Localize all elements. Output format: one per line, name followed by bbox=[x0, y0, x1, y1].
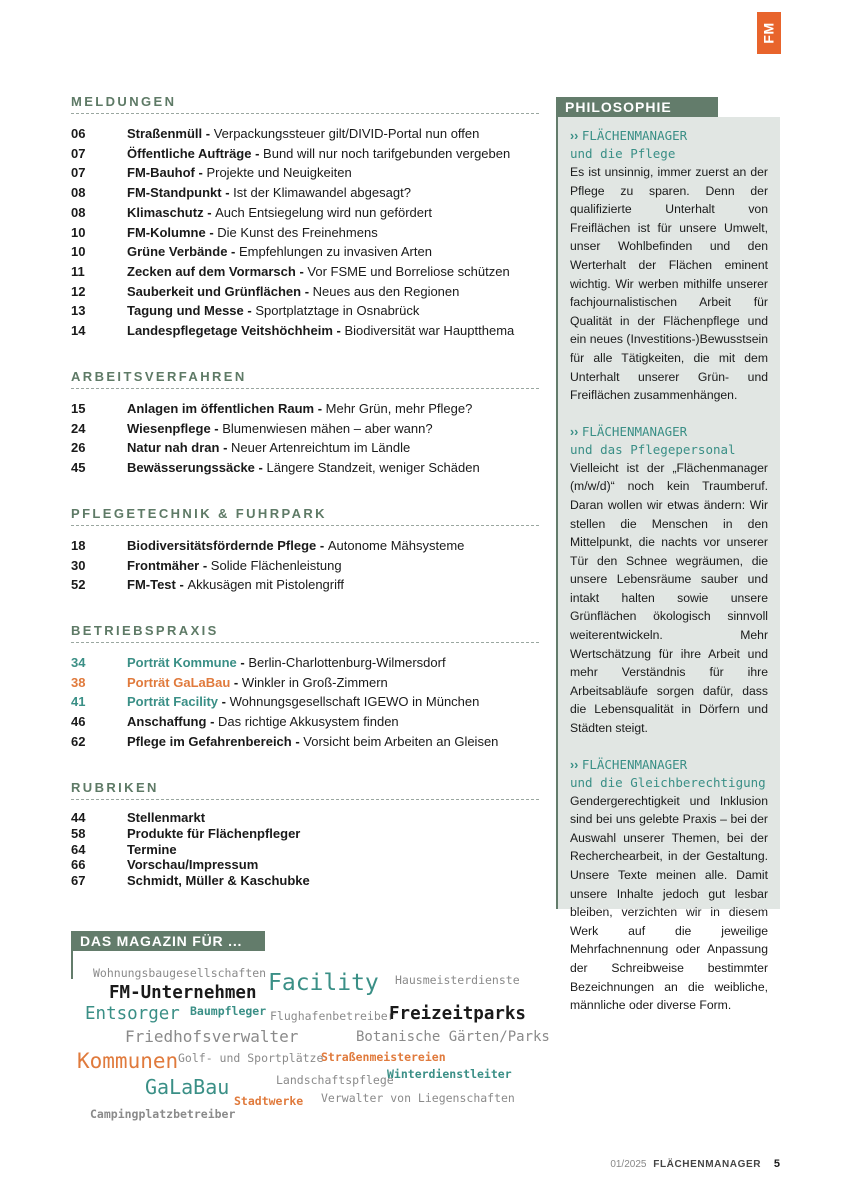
toc-separator: - bbox=[301, 283, 313, 299]
toc-entry-title: Öffentliche Aufträge bbox=[127, 145, 252, 161]
toc-entry-description: Solide Flächenleistung bbox=[210, 557, 342, 573]
toc-page-number: 30 bbox=[71, 557, 86, 573]
toc-entry-title: Porträt Kommune bbox=[127, 655, 237, 670]
target-group-word: Friedhofsverwalter bbox=[125, 1027, 299, 1046]
target-group-word: Verwalter von Liegenschaften bbox=[321, 1091, 515, 1105]
toc-entry-title: Landespflegetage Veitshöchheim bbox=[127, 323, 333, 339]
toc-entry-title: Straßenmüll bbox=[127, 126, 203, 141]
toc-entry-description: Neues aus den Regionen bbox=[312, 283, 460, 299]
philosophy-block-text: Vielleicht ist der „Flächenmanager (m/w/d)“ noch kein Traumberuf. Daran wollen wir etwas ändern: Wir stellen die Menschen in den Mittelpunkt, die nachts vor unserer Tür den Schnee wegräumen, die unsere Lebensräume sauber und intakt halten sowie unsere Grünflächen ökologisch sinnvoll weiterentwickeln. Mehr Wertschätzung für ihre Arbeit und mehr Verständnis für ihre Arbeitsabläufe sorgen dafür, dass die Lebensqualität in Dörfern und Städten steigt. bbox=[570, 460, 768, 736]
toc-entry-text bbox=[127, 262, 510, 282]
toc-entry-title: Anschaffung bbox=[127, 714, 207, 730]
toc-entry-text bbox=[127, 282, 459, 302]
toc-entry bbox=[71, 857, 539, 873]
toc-entry-title: Zecken auf dem Vormarsch bbox=[127, 263, 296, 279]
toc-entry bbox=[71, 321, 539, 341]
philosophy-title-line2: und das Pflegepersonal bbox=[570, 441, 736, 457]
toc-page-number: 52 bbox=[71, 577, 86, 593]
logo-tab bbox=[757, 12, 781, 54]
section-heading: RUBRIKEN bbox=[71, 780, 539, 800]
toc-separator: - bbox=[295, 263, 308, 279]
toc-entry-description: Winkler in Groß-Zimmern bbox=[241, 674, 388, 690]
toc-entry bbox=[71, 842, 539, 858]
toc-entry-text bbox=[127, 692, 479, 712]
toc-separator: - bbox=[227, 244, 239, 260]
toc-entry-text bbox=[127, 673, 388, 693]
toc-page-number: 18 bbox=[71, 538, 86, 553]
toc-page-number: 10 bbox=[71, 224, 86, 240]
target-group-word: Kommunen bbox=[77, 1049, 179, 1073]
toc-page-number: 64 bbox=[71, 841, 86, 857]
toc-entry-text bbox=[127, 203, 432, 223]
target-group-word: Botanische Gärten/Parks bbox=[356, 1029, 550, 1045]
philosophy-block bbox=[570, 127, 768, 405]
toc-entry-title: Schmidt, Müller & Kaschubke bbox=[127, 873, 310, 889]
toc-entry bbox=[71, 262, 539, 282]
toc-entry bbox=[71, 692, 539, 712]
philosophy-title-line1: FLÄCHENMANAGER bbox=[581, 756, 688, 772]
toc-entry-description: Die Kunst des Freinehmens bbox=[217, 224, 378, 240]
page-number: 5 bbox=[773, 1158, 780, 1170]
target-group-word: Golf- und Sportplätze bbox=[178, 1051, 324, 1065]
toc-entry-title: Pflege im Gefahrenbereich bbox=[127, 733, 292, 749]
philosophy-block-title bbox=[570, 127, 768, 163]
toc-page-number: 14 bbox=[71, 323, 86, 339]
magazine-heading: DAS MAGAZIN FÜR ... bbox=[71, 931, 265, 951]
toc-page-number: 26 bbox=[71, 440, 86, 456]
philosophy-block-title bbox=[570, 423, 768, 459]
toc-entry-text bbox=[127, 826, 300, 842]
toc-page-number: 62 bbox=[71, 733, 86, 749]
philosophy-title-line2: und die Gleichberechtigung bbox=[570, 774, 766, 790]
toc-entry-title: FM-Standpunkt bbox=[127, 185, 222, 201]
toc-separator: - bbox=[203, 204, 216, 220]
toc-entry bbox=[71, 873, 539, 889]
toc-page-number: 08 bbox=[71, 204, 86, 220]
toc-entry-title: FM-Kolumne bbox=[127, 224, 206, 240]
toc-page-number: 07 bbox=[71, 165, 86, 181]
toc-entry-title: Frontmäher bbox=[127, 557, 200, 573]
toc-entry-title: Wiesenpflege bbox=[127, 420, 211, 436]
philosophy-sidebar bbox=[556, 97, 780, 1013]
target-group-word: Entsorger bbox=[85, 1004, 180, 1024]
toc-entry bbox=[71, 732, 539, 752]
target-group-word: Facility bbox=[268, 970, 379, 996]
toc-separator: - bbox=[219, 440, 232, 456]
toc-entry-title: Anlagen im öffentlichen Raum bbox=[127, 401, 315, 416]
toc-entry-title: Termine bbox=[127, 841, 177, 857]
toc-entry-title: Stellenmarkt bbox=[127, 810, 206, 825]
toc-section bbox=[71, 369, 539, 478]
toc-section bbox=[71, 623, 539, 752]
target-group-word: Campingplatzbetreiber bbox=[90, 1107, 236, 1121]
target-group-word: Freizeitparks bbox=[389, 1004, 526, 1024]
toc-page-number: 66 bbox=[71, 857, 86, 873]
toc-page-number: 46 bbox=[71, 714, 86, 730]
toc-entry bbox=[71, 301, 539, 321]
toc-separator: - bbox=[218, 694, 230, 710]
double-chevron-icon: ›› bbox=[570, 757, 582, 772]
toc-entry-text bbox=[127, 536, 464, 556]
toc-entry bbox=[71, 124, 539, 144]
double-chevron-icon: ›› bbox=[570, 424, 582, 439]
philosophy-block bbox=[570, 756, 768, 1015]
toc-entry-description: Akkusägen mit Pistolengriff bbox=[187, 577, 344, 593]
target-group-word: Baumpfleger bbox=[190, 1004, 267, 1018]
target-group-word: FM-Unternehmen bbox=[109, 983, 257, 1003]
toc-entry-text bbox=[127, 242, 432, 262]
toc-page-number: 07 bbox=[71, 145, 86, 161]
philosophy-title-line1: FLÄCHENMANAGER bbox=[581, 423, 688, 439]
toc-page-number: 11 bbox=[71, 263, 85, 279]
toc-separator: - bbox=[210, 420, 223, 436]
toc-entry bbox=[71, 556, 539, 576]
toc-entry bbox=[71, 419, 539, 439]
toc-separator: - bbox=[254, 460, 267, 476]
toc-entry-title: FM-Bauhof bbox=[127, 165, 195, 181]
toc-entry-description: Berlin-Charlottenburg-Wilmersdorf bbox=[248, 655, 446, 670]
toc-page-number: 41 bbox=[71, 694, 86, 710]
toc-entry-text bbox=[127, 438, 410, 458]
toc-entry bbox=[71, 536, 539, 556]
toc-entry bbox=[71, 144, 539, 164]
toc-page-number: 58 bbox=[71, 825, 86, 841]
toc-entry-text bbox=[127, 842, 177, 858]
toc-page-number: 06 bbox=[71, 126, 86, 141]
philosophy-block bbox=[570, 423, 768, 738]
toc-page-number: 67 bbox=[71, 873, 86, 889]
toc-section bbox=[71, 94, 539, 341]
toc-separator: - bbox=[202, 126, 214, 141]
philosophy-title-line2: und die Pflege bbox=[570, 146, 676, 161]
toc-page-number: 34 bbox=[71, 655, 86, 670]
toc-separator: - bbox=[332, 323, 345, 339]
toc-entry-title: Produkte für Flächenpfleger bbox=[127, 825, 301, 841]
toc-entry bbox=[71, 399, 539, 419]
toc-separator: - bbox=[236, 655, 249, 670]
toc-page-number: 45 bbox=[71, 460, 86, 476]
double-chevron-icon: ›› bbox=[570, 129, 582, 143]
toc-entry-text bbox=[127, 163, 352, 183]
toc-entry bbox=[71, 242, 539, 262]
toc-entry bbox=[71, 183, 539, 203]
toc-separator: - bbox=[314, 401, 326, 416]
toc-entry-title: FM-Test bbox=[127, 577, 176, 593]
toc-section bbox=[71, 506, 539, 595]
toc-entry-title: Vorschau/Impressum bbox=[127, 857, 259, 873]
toc-entry-text bbox=[127, 144, 510, 164]
toc-entry-title: Klimaschutz bbox=[127, 204, 204, 220]
toc-entry-description: Auch Entsiegelung wird nun gefördert bbox=[215, 204, 432, 220]
toc-entry-text bbox=[127, 732, 498, 752]
toc-entry-description: Neuer Artenreichtum im Ländle bbox=[231, 440, 411, 456]
toc-entry-title: Porträt Facility bbox=[127, 694, 219, 710]
target-group-word: Landschaftspflege bbox=[276, 1073, 394, 1087]
toc-entry bbox=[71, 673, 539, 693]
page-footer bbox=[610, 1158, 780, 1170]
toc-entry-description: Empfehlungen zu invasiven Arten bbox=[238, 244, 432, 260]
toc-entry-text bbox=[127, 556, 342, 576]
toc-entry bbox=[71, 575, 539, 595]
footer-issue: 01/2025 bbox=[610, 1159, 647, 1170]
toc-entry-description: Biodiversität war Hauptthema bbox=[344, 323, 515, 339]
philosophy-box bbox=[556, 117, 780, 1013]
toc-entry-description: Blumenwiesen mähen – aber wann? bbox=[222, 420, 433, 436]
toc-separator: - bbox=[316, 538, 328, 553]
toc-separator: - bbox=[291, 733, 304, 749]
toc-entry-text bbox=[127, 321, 514, 341]
toc-entry-description: Wohnungsgesellschaft IGEWO in München bbox=[229, 694, 480, 710]
footer-brand: FLÄCHENMANAGER bbox=[653, 1159, 762, 1170]
toc-entry-title: Biodiversitätsfördernde Pflege bbox=[127, 538, 317, 553]
toc-entry bbox=[71, 203, 539, 223]
toc-separator: - bbox=[206, 714, 219, 730]
toc-entry-text bbox=[127, 124, 479, 144]
target-group-word: Wohnungsbaugesellschaften bbox=[93, 966, 267, 980]
toc-page-number: 15 bbox=[71, 401, 86, 416]
toc-separator: - bbox=[251, 145, 264, 161]
toc-entry bbox=[71, 223, 539, 243]
toc-entry-description: Bund will nur noch tarifgebunden vergeben bbox=[263, 145, 511, 161]
toc-page-number: 24 bbox=[71, 420, 86, 436]
toc-entry-text bbox=[127, 857, 258, 873]
toc-entry-description: Vor FSME und Borreliose schützen bbox=[307, 263, 510, 279]
target-group-word: Winterdienstleiter bbox=[387, 1067, 512, 1081]
toc-entry-text bbox=[127, 712, 399, 732]
toc-entry-text bbox=[127, 183, 411, 203]
toc-page-number: 38 bbox=[71, 674, 86, 690]
toc-page-number: 13 bbox=[71, 303, 86, 319]
section-heading: MELDUNGEN bbox=[71, 94, 539, 114]
toc-entry-description: Sportplatztage in Osnabrück bbox=[255, 303, 420, 319]
toc-entry-description: Vorsicht beim Arbeiten an Gleisen bbox=[303, 733, 499, 749]
toc-entry-description: Mehr Grün, mehr Pflege? bbox=[325, 401, 473, 416]
toc-entry-text bbox=[127, 399, 472, 419]
toc-separator: - bbox=[230, 674, 242, 690]
magazine-word-cloud bbox=[71, 931, 550, 1126]
toc-page-number: 10 bbox=[71, 244, 86, 260]
target-group-word: Flughafenbetreiber bbox=[270, 1009, 395, 1023]
toc-separator: - bbox=[221, 185, 234, 201]
toc-entry-text bbox=[127, 458, 480, 478]
toc-section bbox=[71, 780, 539, 889]
toc-entry-text bbox=[127, 653, 446, 673]
toc-entry-description: Das richtige Akkusystem finden bbox=[218, 714, 399, 730]
toc-separator: - bbox=[194, 165, 207, 181]
toc-entry bbox=[71, 282, 539, 302]
toc-page-number: 12 bbox=[71, 283, 86, 299]
toc-entry-text bbox=[127, 810, 205, 826]
target-group-word: Straßenmeistereien bbox=[321, 1050, 446, 1064]
target-group-word: Hausmeisterdienste bbox=[395, 973, 520, 987]
philosophy-block-title bbox=[570, 756, 768, 792]
toc-entry-title: Tagung und Messe bbox=[127, 303, 244, 319]
logo-tab-text: FM bbox=[761, 22, 777, 44]
toc-entry-description: Verpackungssteuer gilt/DIVID-Portal nun offen bbox=[213, 126, 480, 141]
philosophy-block-text: Es ist unsinnig, immer zuerst an der Pflege zu sparen. Denn der qualifizierte Unterhalt von Freiflächen ist für unsere Umwelt, unser Wohlbefinden und den Werterhalt der Flächen eminent wichtig. Wir werben mithilfe unserer fachjournalistischen Arbeit für Qualität in der Flächenpflege und ein neues (Investitions-)Bewusstsein für alle Tätigkeiten, die mit dem Unterhalt unserer Grün- und Freiflächen zusammenhängen. bbox=[570, 165, 768, 403]
toc-entry-text bbox=[127, 419, 433, 439]
toc-entry bbox=[71, 653, 539, 673]
toc-entry-description: Projekte und Neuigkeiten bbox=[206, 165, 352, 181]
toc-entry bbox=[71, 163, 539, 183]
toc-entry bbox=[71, 438, 539, 458]
philosophy-heading: PHILOSOPHIE bbox=[556, 97, 718, 117]
toc-entry bbox=[71, 458, 539, 478]
magazine-heading-rule bbox=[71, 951, 73, 979]
toc-entry-title: Grüne Verbände bbox=[127, 244, 228, 260]
toc-entry-description: Autonome Mähsysteme bbox=[327, 538, 465, 553]
section-heading: PFLEGETECHNIK & FUHRPARK bbox=[71, 506, 539, 526]
toc-entry bbox=[71, 810, 539, 826]
philosophy-title-line1: FLÄCHENMANAGER bbox=[581, 128, 688, 143]
section-heading: BETRIEBSPRAXIS bbox=[71, 623, 539, 643]
toc-separator: - bbox=[243, 303, 256, 319]
toc-entry-text bbox=[127, 575, 344, 595]
toc-separator: - bbox=[199, 557, 211, 573]
toc-entry-title: Natur nah dran bbox=[127, 440, 220, 456]
toc-page-number: 44 bbox=[71, 810, 86, 825]
toc-entry bbox=[71, 826, 539, 842]
toc-entry-text bbox=[127, 223, 378, 243]
target-group-word: GaLaBau bbox=[145, 1075, 230, 1099]
toc-separator: - bbox=[205, 224, 218, 240]
philosophy-block-text: Gendergerechtigkeit und Inklusion sind bei uns gelebte Praxis – bei der Auswahl unserer Themen, bei der Recherchearbeit, in der Gestaltung. Unsere Texte meinen alle. Damit unsere Inhalte jedoch gut lesbar bleiben, verzichten wir in diesem Werk auf die jeweilige Mehrfachnennung oder Anpassung der Schreibweise bestimmter Bezeichnungen an die weibliche, männliche oder diverse Form. bbox=[570, 793, 768, 1013]
toc-entry-title: Bewässerungssäcke bbox=[127, 460, 255, 476]
toc-entry-description: Längere Standzeit, weniger Schäden bbox=[266, 460, 480, 476]
toc-entry bbox=[71, 712, 539, 732]
toc-entry-text bbox=[127, 873, 310, 889]
section-heading: ARBEITSVERFAHREN bbox=[71, 369, 539, 389]
toc-entry-text bbox=[127, 301, 419, 321]
toc-entry-title: Porträt GaLaBau bbox=[127, 674, 231, 690]
toc-separator: - bbox=[175, 577, 188, 593]
toc-entry-title: Sauberkeit und Grünflächen bbox=[127, 283, 302, 299]
toc-entry-description: Ist der Klimawandel abgesagt? bbox=[233, 185, 411, 201]
target-group-word: Stadtwerke bbox=[234, 1094, 304, 1108]
toc-page-number: 08 bbox=[71, 185, 86, 201]
